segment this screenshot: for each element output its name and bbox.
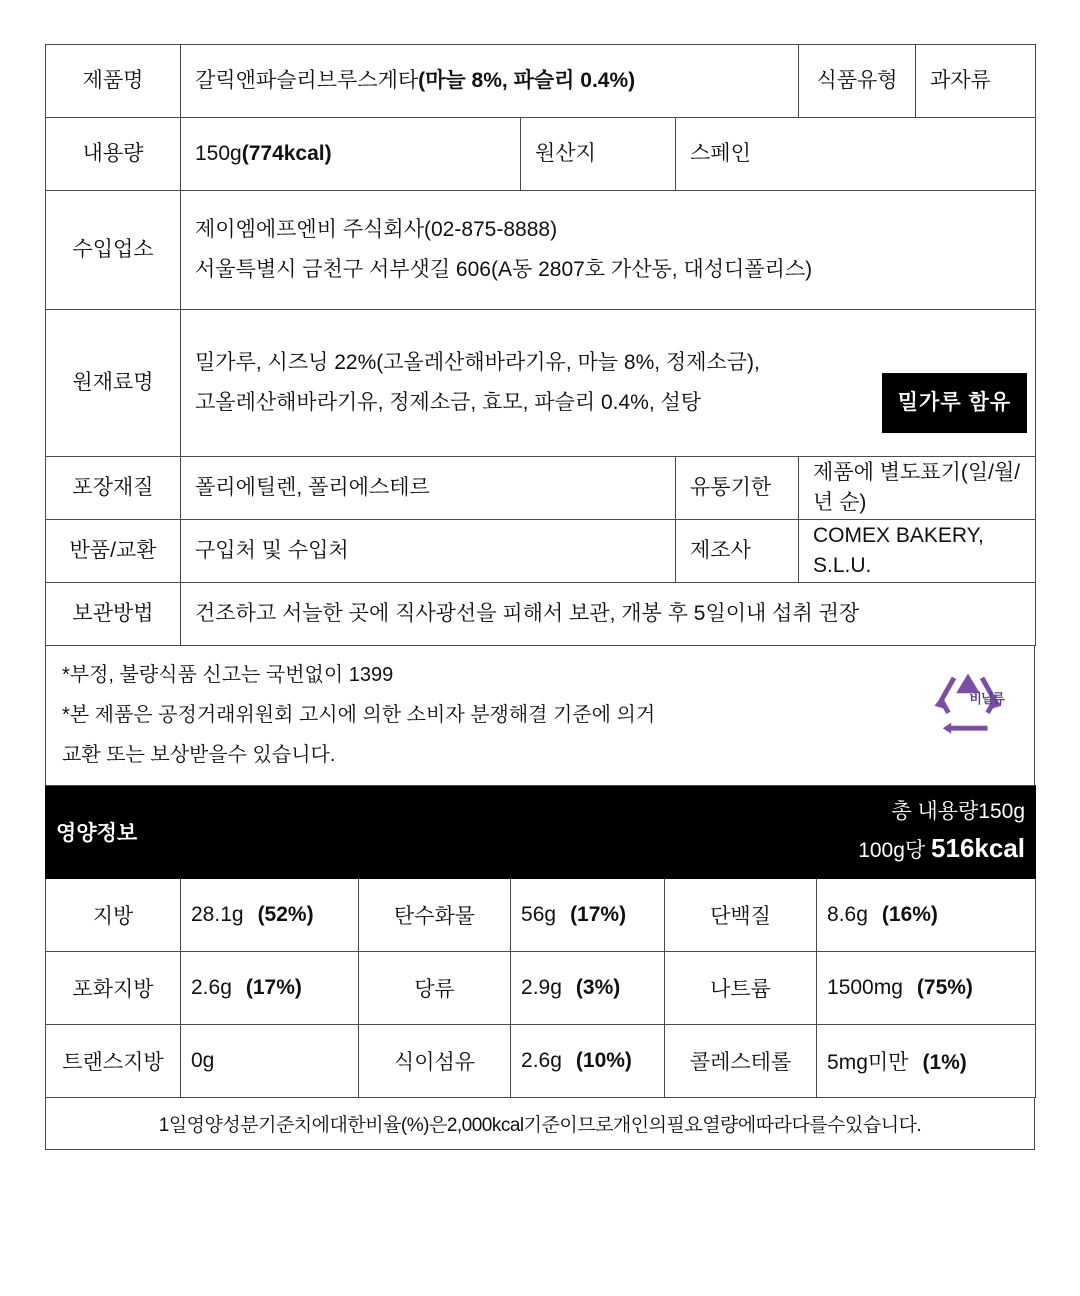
manufacturer-label: 제조사 — [676, 520, 799, 583]
package-material-value: 폴리에틸렌, 폴리에스테르 — [181, 457, 676, 520]
cholesterol-amount: 5mg미만 — [827, 1051, 909, 1074]
nutrient-name-sodium: 나트륨 — [665, 952, 817, 1025]
per-100g-line — [521, 828, 1025, 868]
table-row — [46, 520, 1036, 583]
fiber-percent: (10%) — [575, 1049, 632, 1072]
table-row — [46, 952, 1036, 1025]
carbs-percent: (17%) — [570, 903, 627, 926]
product-name-plain: 갈릭앤파슬리브루스게타 — [195, 68, 419, 92]
product-name-value — [181, 45, 799, 118]
expiry-value: 제품에 별도표기(일/월/년 순) — [799, 457, 1036, 520]
manufacturer-value: COMEX BAKERY, S.L.U. — [799, 520, 1036, 583]
note-line-1: *부정, 불량식품 신고는 국번없이 1399 — [62, 664, 394, 686]
cholesterol-percent: (1%) — [922, 1051, 967, 1074]
table-row — [46, 45, 1036, 118]
ingredients-line-2: 고올레산해바라기유, 정제소금, 효모, 파슬리 0.4%, 설탕 — [195, 391, 702, 414]
nutrient-name-fat: 지방 — [46, 879, 181, 952]
saturated-fat-percent: (17%) — [245, 976, 302, 999]
storage-label: 보관방법 — [46, 583, 181, 646]
table-row — [46, 191, 1036, 310]
nutrition-label-sheet — [45, 44, 1035, 1150]
nutrient-name-cholesterol: 콜레스테롤 — [665, 1025, 817, 1098]
return-exchange-value: 구입처 및 수입처 — [181, 520, 676, 583]
table-row — [46, 310, 1036, 457]
protein-percent: (16%) — [881, 903, 938, 926]
note-line-2: *본 제품은 공정거래위원회 고시에 의한 소비자 분쟁해결 기준에 의거 — [62, 704, 656, 726]
nutrition-amounts — [511, 786, 1036, 879]
volume-label: 내용량 — [46, 118, 181, 191]
food-type-value: 과자류 — [916, 45, 1036, 118]
nutrient-name-trans-fat: 트랜스지방 — [46, 1025, 181, 1098]
volume-value — [181, 118, 521, 191]
sodium-percent: (75%) — [916, 976, 973, 999]
nutrient-value-fiber — [511, 1025, 665, 1098]
nutrient-name-fiber: 식이섬유 — [359, 1025, 511, 1098]
nutrient-value-trans-fat — [181, 1025, 359, 1098]
recycle-mark-label: 비닐류 — [969, 691, 1004, 706]
fiber-amount: 2.6g — [521, 1049, 562, 1072]
nutrient-value-sugars — [511, 952, 665, 1025]
ingredients-value — [181, 310, 1036, 457]
nutrient-name-carbs: 탄수화물 — [359, 879, 511, 952]
protein-amount: 8.6g — [827, 903, 868, 926]
nutrition-title: 영양정보 — [46, 786, 511, 879]
fat-percent: (52%) — [257, 903, 314, 926]
ingredients-line-1: 밀가루, 시즈닝 22%(고올레산해바라기유, 마늘 8%, 정제소금), — [195, 351, 760, 375]
table-row — [46, 457, 1036, 520]
table-row — [46, 1025, 1036, 1098]
carbs-amount: 56g — [521, 903, 557, 926]
nutrient-name-protein: 단백질 — [665, 879, 817, 952]
importer-value — [181, 191, 1036, 310]
importer-line-1: 제이엠에프엔비 주식회사(02-875-8888) — [195, 218, 558, 242]
ingredients-label: 원재료명 — [46, 310, 181, 457]
daily-value-footnote: 1일영양성분기준치에대한비율(%)은2,000kcal기준이므로개인의필요열량에따라다를수있습니다. — [45, 1098, 1035, 1150]
nutrient-value-protein — [817, 879, 1036, 952]
nutrient-name-saturated-fat: 포화지방 — [46, 952, 181, 1025]
nutrient-value-saturated-fat — [181, 952, 359, 1025]
ingredients-line-2-wrap — [195, 383, 1021, 423]
per-100g-kcal: 516kcal — [931, 833, 1026, 864]
nutrition-facts-table — [45, 785, 1036, 1098]
sodium-amount: 1500mg — [827, 976, 903, 999]
fat-amount: 28.1g — [191, 903, 244, 926]
saturated-fat-amount: 2.6g — [191, 976, 232, 999]
food-type-label: 식품유형 — [799, 45, 916, 118]
sugars-amount: 2.9g — [521, 976, 562, 999]
origin-value: 스페인 — [676, 118, 1036, 191]
return-exchange-label: 반품/교환 — [46, 520, 181, 583]
volume-bold: (774kcal) — [241, 141, 332, 165]
product-info-table — [45, 44, 1036, 646]
expiry-label: 유통기한 — [676, 457, 799, 520]
storage-value: 건조하고 서늘한 곳에 직사광선을 피해서 보관, 개봉 후 5일이내 섭취 권장 — [181, 583, 1036, 646]
package-material-label: 포장재질 — [46, 457, 181, 520]
nutrient-value-carbs — [511, 879, 665, 952]
origin-label: 원산지 — [521, 118, 676, 191]
nutrient-name-sugars: 당류 — [359, 952, 511, 1025]
notes-block — [45, 646, 1035, 786]
nutrient-value-sodium — [817, 952, 1036, 1025]
note-line-3: 교환 또는 보상받을수 있습니다. — [62, 744, 336, 766]
volume-plain: 150g — [195, 141, 242, 165]
nutrition-header-row — [46, 786, 1036, 879]
table-row — [46, 879, 1036, 952]
importer-label: 수입업소 — [46, 191, 181, 310]
table-row — [46, 118, 1036, 191]
importer-line-2: 서울특별시 금천구 서부샛길 606(A동 2807호 가산동, 대성디폴리스) — [195, 258, 813, 281]
total-amount: 총 내용량150g — [891, 799, 1026, 823]
allergy-badge: 밀가루 함유 — [882, 373, 1027, 433]
product-name-label: 제품명 — [46, 45, 181, 118]
trans-fat-amount: 0g — [191, 1049, 215, 1072]
table-row — [46, 583, 1036, 646]
nutrient-value-fat — [181, 879, 359, 952]
product-name-bold: (마늘 8%, 파슬리 0.4%) — [418, 68, 636, 92]
sugars-percent: (3%) — [575, 976, 621, 999]
per-100g-label: 100g당 — [858, 839, 926, 863]
nutrient-value-cholesterol — [817, 1025, 1036, 1098]
